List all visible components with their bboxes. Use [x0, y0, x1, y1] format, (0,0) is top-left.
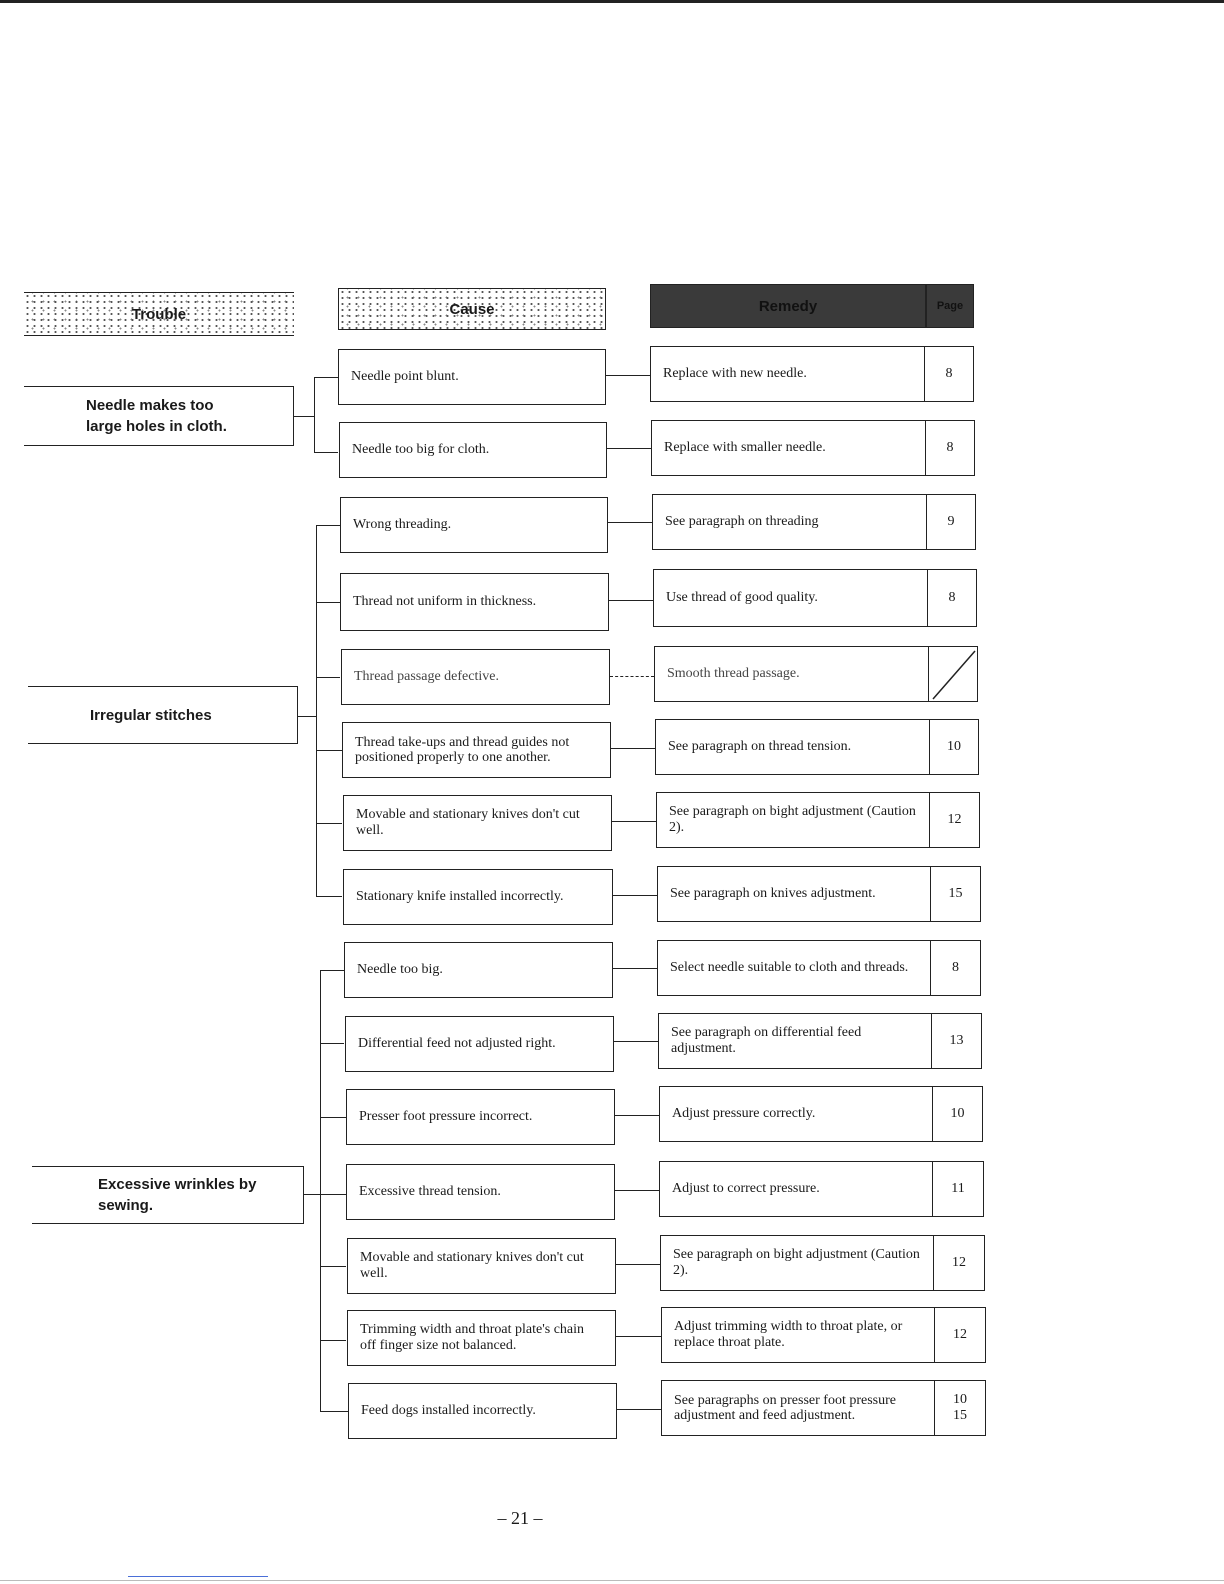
- connector: [609, 600, 653, 601]
- connector: [608, 522, 652, 523]
- connector: [316, 896, 342, 897]
- page-ref: 11: [932, 1161, 984, 1217]
- trouble-box-3: Excessive wrinkles by sewing.: [32, 1166, 304, 1224]
- remedy-box: See paragraphs on presser foot pressure adjustment and feed adjustment.: [661, 1380, 935, 1436]
- cause-box: Excessive thread tension.: [346, 1164, 615, 1220]
- page-ref-blank: [928, 646, 978, 702]
- remedy-box: See paragraph on bight adjustment (Caution 2).: [656, 792, 930, 848]
- connector: [616, 1336, 661, 1337]
- remedy-box: Use thread of good quality.: [653, 569, 929, 627]
- connector: [314, 452, 338, 453]
- connector: [613, 968, 657, 969]
- page-ref: 8: [927, 569, 977, 627]
- remedy-box: Adjust to correct pressure.: [659, 1161, 933, 1217]
- bottom-rule: [0, 1580, 1224, 1581]
- connector: [316, 525, 340, 526]
- connector: [320, 1194, 346, 1195]
- page-number: – 21 –: [497, 1508, 543, 1528]
- header-page: Page: [926, 284, 974, 328]
- remedy-box: Smooth thread passage.: [654, 646, 930, 702]
- page-ref: 12: [934, 1307, 986, 1363]
- connector: [316, 525, 317, 897]
- slash-mark: [929, 647, 979, 703]
- connector: [611, 748, 655, 749]
- remedy-box: See paragraph on knives adjustment.: [657, 866, 931, 922]
- connector: [606, 375, 650, 376]
- remedy-box: Adjust trimming width to throat plate, or replace throat plate.: [661, 1307, 935, 1363]
- connector: [616, 1264, 660, 1265]
- page-ref: 10: [929, 719, 979, 775]
- remedy-box: See paragraph on differential feed adjustment.: [658, 1013, 932, 1069]
- connector: [320, 1043, 344, 1044]
- connector: [298, 716, 316, 717]
- remedy-box: Replace with smaller needle.: [651, 420, 927, 476]
- connector: [294, 416, 314, 417]
- cause-box: Needle too big.: [344, 942, 613, 998]
- remedy-box: See paragraph on bight adjustment (Caution 2).: [660, 1235, 934, 1291]
- connector: [316, 677, 340, 678]
- remedy-box: Adjust pressure correctly.: [659, 1086, 933, 1142]
- header-remedy: Remedy: [650, 284, 926, 328]
- connector: [613, 895, 657, 896]
- connector: [304, 1194, 320, 1195]
- trouble-box-2: Irregular stitches: [28, 686, 298, 744]
- connector: [316, 823, 342, 824]
- page-ref: 10 15: [934, 1380, 986, 1436]
- page-ref: 9: [926, 494, 976, 550]
- header-trouble: Trouble: [24, 292, 294, 336]
- cause-box: Differential feed not adjusted right.: [345, 1016, 614, 1072]
- connector: [617, 1409, 661, 1410]
- cause-box: Movable and stationary knives don't cut well.: [347, 1238, 616, 1294]
- cause-box: Thread passage defective.: [341, 649, 610, 705]
- connector: [316, 602, 340, 603]
- cause-box: Trimming width and throat plate's chain off finger size not balanced.: [347, 1310, 616, 1366]
- remedy-box: Replace with new needle.: [650, 346, 926, 402]
- connector: [610, 676, 654, 677]
- connector: [615, 1190, 659, 1191]
- connector: [615, 1115, 659, 1116]
- page-ref: 15: [930, 866, 981, 922]
- remedy-box: See paragraph on threading: [652, 494, 928, 550]
- trouble-box-1: Needle makes too large holes in cloth.: [24, 386, 294, 446]
- connector: [314, 377, 338, 378]
- connector: [320, 1340, 346, 1341]
- page-ref: 12: [933, 1235, 985, 1291]
- connector: [320, 1266, 346, 1267]
- connector: [316, 750, 342, 751]
- header-cause: Cause: [338, 288, 606, 330]
- cause-box: Needle too big for cloth.: [339, 422, 607, 478]
- connector: [314, 377, 315, 453]
- page-ref: 10: [932, 1086, 983, 1142]
- cause-box: Movable and stationary knives don't cut well.: [343, 795, 612, 851]
- cause-box: Thread not uniform in thickness.: [340, 573, 609, 631]
- cause-box: Presser foot pressure incorrect.: [346, 1089, 615, 1145]
- connector: [607, 448, 651, 449]
- cause-box: Needle point blunt.: [338, 349, 606, 405]
- connector: [612, 821, 656, 822]
- connector: [320, 1117, 346, 1118]
- remedy-box: See paragraph on thread tension.: [655, 719, 931, 775]
- page-ref: 8: [925, 420, 975, 476]
- connector: [320, 970, 321, 1411]
- top-rule: [0, 0, 1224, 3]
- cause-box: Feed dogs installed incorrectly.: [348, 1383, 617, 1439]
- page-ref: 13: [931, 1013, 982, 1069]
- connector: [320, 1411, 348, 1412]
- connector: [320, 970, 344, 971]
- cause-box: Thread take-ups and thread guides not positioned properly to one another.: [342, 722, 611, 778]
- cause-box: Wrong threading.: [340, 497, 608, 553]
- footer-mark: [128, 1576, 268, 1577]
- page-ref: 8: [924, 346, 974, 402]
- cause-box: Stationary knife installed incorrectly.: [343, 869, 613, 925]
- remedy-box: Select needle suitable to cloth and threads.: [657, 940, 931, 996]
- connector: [614, 1041, 658, 1042]
- page-ref: 8: [930, 940, 981, 996]
- page-ref: 12: [929, 792, 980, 848]
